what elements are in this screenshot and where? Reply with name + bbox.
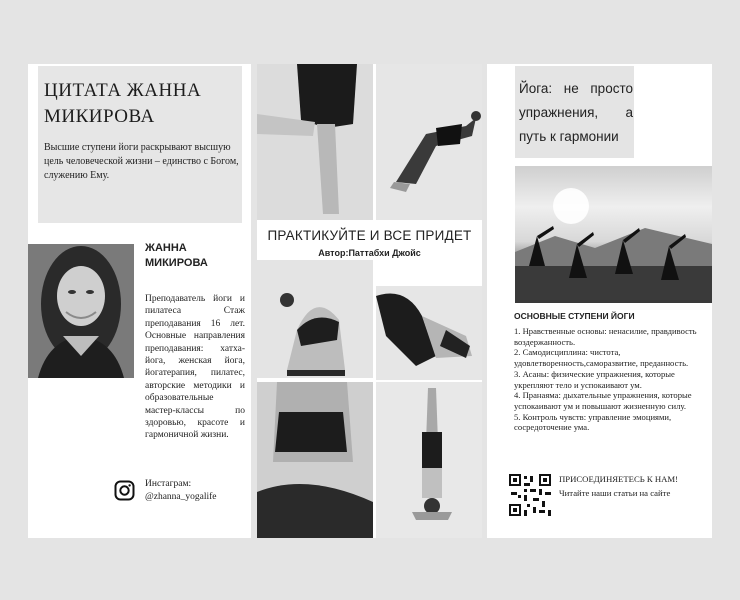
author-photo xyxy=(28,244,134,378)
panel-photos xyxy=(257,64,482,538)
yoga-photo xyxy=(257,260,373,378)
list-item: 2. Самодисциплина: чистота, удовлетворенность,саморазвитие, преданность. xyxy=(514,347,689,369)
steps-list xyxy=(514,326,710,433)
instagram-icon[interactable] xyxy=(114,480,135,501)
yoga-photo xyxy=(257,64,373,220)
quote-title: ЦИТАТА ЖАННА МИКИРОВА xyxy=(44,80,202,127)
list-item: 4. Пранаяма: дыхательные упражнения, которые успокаивают ум и повышают жизненную силу. xyxy=(514,390,692,411)
join-title: ПРИСОЕДИНЯЕТЕСЬ К НАМ! xyxy=(559,474,679,484)
title-box xyxy=(515,66,634,158)
yoga-photo xyxy=(376,382,482,538)
quote-text: Высшие ступени йоги раскрывают высшую цель человеческой жизни – единство с Богом, служению Ему. xyxy=(44,142,239,181)
panel-quote xyxy=(28,64,251,538)
practice-headline: ПРАКТИКУЙТЕ И ВСЕ ПРИДЕТ xyxy=(267,228,472,243)
practice-author: Автор:Паттабхи Джойс xyxy=(318,248,421,258)
instagram-label: Инстаграм: xyxy=(145,479,192,489)
panel-title: Йога: не просто упражнения, а путь к гармонии xyxy=(519,81,633,144)
instagram-block[interactable] xyxy=(145,478,217,504)
list-item: 1. Нравственные основы: ненасилие, правдивость воздержанность. xyxy=(514,326,697,347)
panel-info xyxy=(487,64,712,538)
instagram-handle[interactable]: @zhanna_yogalife xyxy=(145,492,217,502)
yoga-photo xyxy=(376,286,482,380)
list-item: 3. Асаны: физические упражнения, которые укрепляют тело и успокаивают ум. xyxy=(514,368,675,390)
group-yoga-photo xyxy=(515,166,712,303)
yoga-photo xyxy=(257,382,373,538)
steps-title: ОСНОВНЫЕ СТУПЕНИ ЙОГИ xyxy=(514,311,635,321)
qr-code-icon[interactable] xyxy=(509,474,551,516)
author-bio: Преподаватель йоги и пилатеса Стаж преподавания 16 лет. Основные направления преподавания: хатха-йога, женская йога, йогатерапия, пилатес, авторские методики и образовательные мастер-классы по здоровью, красоте и гармоничной жизни. xyxy=(145,294,245,441)
author-name: ЖАННА МИКИРОВА xyxy=(145,242,208,269)
yoga-photo xyxy=(376,64,482,220)
list-item: 5. Контроль чувств: управление эмоциями, сосредоточение ума. xyxy=(514,411,672,433)
quote-box xyxy=(38,66,242,223)
join-text[interactable]: Читайте наши статьи на сайте xyxy=(559,488,671,498)
